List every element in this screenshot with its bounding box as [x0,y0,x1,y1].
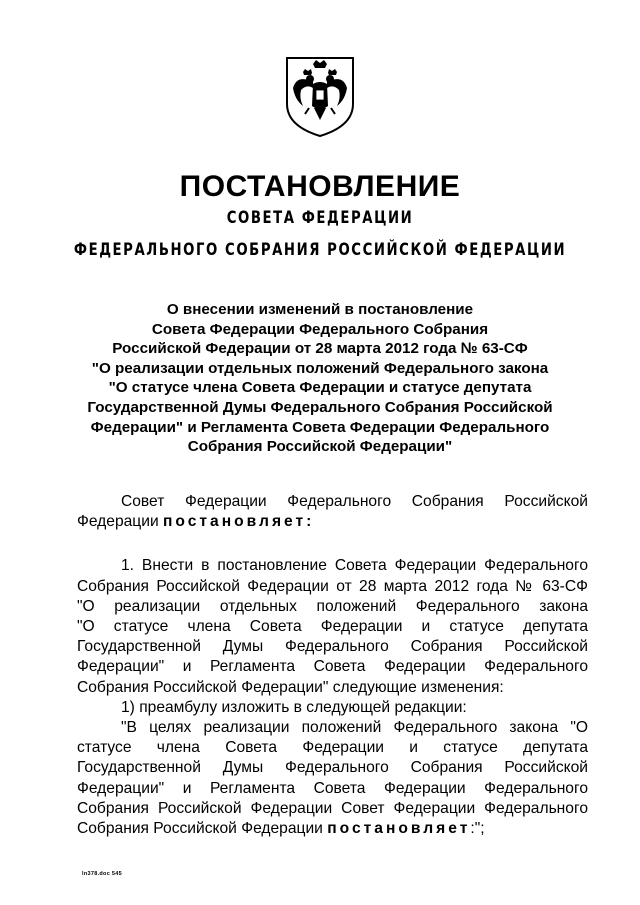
issuer-line-2: ФЕДЕРАЛЬНОГО СОБРАНИЯ РОССИЙСКОЙ ФЕДЕРАЦИИ [73,240,567,260]
keyword-decrees: постановляет: [163,513,315,531]
body-text: Собрания Российской Федерации [77,820,323,838]
subject-line: Российской Федерации от 28 марта 2012 года № 63-СФ [112,340,528,358]
body-line: "О статусе члена Совета Федерации и статусе депутата [77,618,588,636]
subject-line: Собрания Российской Федерации" [187,438,453,456]
document-title: ПОСТАНОВЛЕНИЕ [179,170,461,203]
body-line: Федерации" и Регламента Совета Федерации Федерального [77,658,588,676]
file-reference-footer: ln378.doc 545 [82,871,122,877]
enacting-paragraph [77,492,588,532]
document-body [77,492,588,839]
quote-line: "В целях реализации положений Федерального закона "О [121,719,588,737]
body-line: Собрания Российской Федерации от 28 марта 2012 года № 63-СФ [77,577,588,595]
body-line: "О реализации отдельных положений Федерального закона [77,597,588,615]
subitem-1-line: 1) преамбулу изложить в следующей редакции: [121,698,467,716]
subject-line: "О статусе члена Совета Федерации и статусе депутата [108,379,532,397]
quote-line: Федерации" и Регламента Совета Федерации Федерального [77,779,588,797]
body-line: 1. Внести в постановление Совета Федерации Федерального [121,557,588,575]
body-line: Совет Федерации Федерального Собрания Российской [121,493,588,510]
body-text: :"; [470,820,485,838]
body-line: Собрания Российской Федерации" следующие изменения: [77,678,504,696]
quote-line [77,819,588,839]
subject-line: О внесении изменений в постановление [166,301,474,318]
subject-line: Государственной Думы Федерального Собрания Российской [87,398,553,416]
body-line [77,512,588,532]
item-1-paragraph [77,556,588,839]
quote-line: Собрания Российской Федерации Совет Федерации Федерального [77,799,588,817]
subject-line: Федерации" и Регламента Совета Федерации Федерального [90,418,550,436]
subject-line: Совета Федерации Федерального Собрания [151,320,489,338]
issuer-line-1: СОВЕТА ФЕДЕРАЦИИ [226,208,414,228]
body-line: Государственной Думы Федерального Собрания Российской [77,638,588,656]
russian-coat-of-arms-emblem [283,54,357,138]
keyword-decrees: постановляет [327,820,471,838]
subject-line: "О реализации отдельных положений Федерального закона [91,359,549,377]
quote-line: статусе члена Совета Федерации и статусе депутата [77,739,588,757]
document-subject [60,300,580,457]
quote-line: Государственной Думы Федерального Собрания Российской [77,759,588,777]
body-text: Федерации [77,513,159,531]
